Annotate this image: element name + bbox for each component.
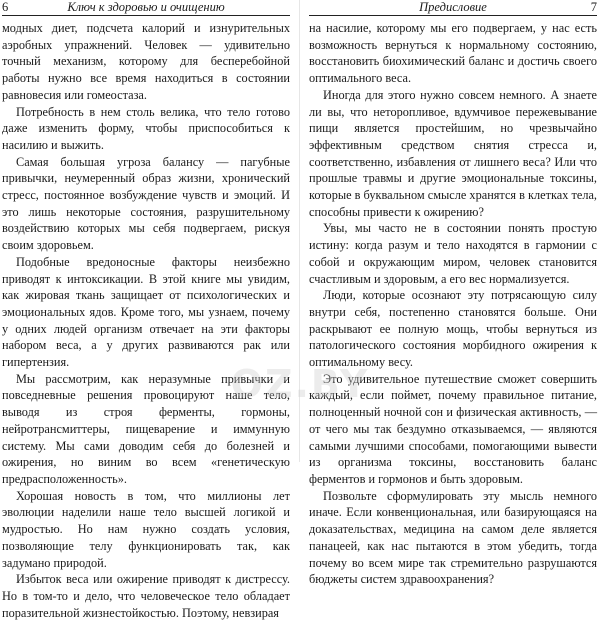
right-page-body — [309, 16, 597, 588]
paragraph: на насилие, которому мы его подвергаем, у нас есть возможность вернуться к нормальному состоянию, восстановить биохимический баланс и достичь своего оптимального веса. — [309, 21, 597, 86]
paragraph: Мы рассмотрим, как неразумные привычки и повседневные решения провоцируют наше тело, выводя из строя ферменты, гормоны, нейротрансмиттеры, пищеварение и иммунную систему. Мы сами доводим себя до болезней и ожирения, но виним во всем «генетическую предрасположенность». — [2, 371, 290, 486]
left-page-body — [2, 16, 290, 621]
left-page-number: 6 — [2, 0, 9, 14]
left-running-head: Ключ к здоровью и очищению — [67, 0, 225, 14]
left-page-header — [2, 0, 290, 16]
paragraph: Люди, которые осознают эту потрясающую силу внутри себя, постепенно становятся больше. Они раскрывают ее полную мощь, чтобы вернуться из патологического состояния морбидного ожирения к оптимальному весу. — [309, 288, 597, 370]
paragraph: модных диет, подсчета калорий и изнурительных аэробных упражнений. Человек — удивительно точный механизм, которому для бесперебойной работы нужно все время находиться в состоянии равновесия или гомеостаза. — [2, 21, 290, 102]
paragraph: Подобные вредоносные факторы неизбежно приводят к интоксикации. В этой книге мы увидим, как жировая ткань защищает от психологических и эмоциональных ядов. Кроме того, мы узнаем, почему у одних людей организм отвечает на эти факторы набором веса, а у других развиваются рак или гипертензия. — [2, 254, 290, 370]
paragraph: Позвольте сформулировать эту мысль немного иначе. Если конвенциональная, или базирующаяся на доказательствах, медицина на самом деле является панацеей, как нас пытаются в этом убедить, тогда почему во всем мире так стремительно разрушаются бюджеты систем здравоохранения? — [309, 488, 597, 587]
paragraph: Иногда для этого нужно совсем немного. А знаете ли вы, что неторопливое, вдумчивое пережевывание пищи является простейшим, но чрезвычайно эффективным средством снятия стресса и, соответственно, избавления от лишнего веса? Или что прошлые травмы и другие эмоциональные токсины, которые в буквальном смысле хранятся в клетках тела, способны привести к ожирению? — [309, 87, 597, 219]
left-page — [2, 0, 290, 620]
paragraph: Потребность в нем столь велика, что тело готово даже изменить форму, чтобы приспособиться к насилию и выжить. — [2, 104, 290, 152]
right-page — [309, 0, 597, 587]
paragraph: Хорошая новость в том, что миллионы лет эволюции наделили наше тело высшей логикой и мудростью. Но нам нужно создать условия, позволяющие телу функционировать так, как задумано природой. — [2, 488, 290, 570]
page-gutter — [299, 0, 300, 462]
paragraph: Самая большая угроза балансу — пагубные привычки, неумеренный образ жизни, хронический стресс, постоянное возбуждение чувств и эмоций. И это лишь некоторые состояния, разрушительному воздействию которых мы себя подвергаем, рискуя своим здоровьем. — [2, 154, 290, 253]
paragraph: Избыток веса или ожирение приводят к дистрессу. Но в том-то и дело, что человеческое тело обладает поразительной жизнестойкостью. Поэтому, невзирая — [2, 572, 290, 620]
right-running-head: Предисловие — [419, 0, 487, 14]
paragraph: Это удивительное путешествие сможет совершить каждый, если поймет, почему правильное питание, полноценный ночной сон и физическая активность, — от чего мы так бездумно отказываемся, — являются самыми лучшими способами, помогающими вывести из организма токсины, восстановить баланс ферментов и гормонов и быть здоровым. — [309, 371, 597, 486]
right-page-number: 7 — [590, 0, 597, 14]
watermark: OZ.BY — [230, 362, 370, 406]
paragraph: Увы, мы часто не в состоянии понять простую истину: когда разум и тело находятся в гармонии с собой и окружающим миром, человек становится счастливым и здоровым, а его вес нормализуется. — [309, 221, 597, 286]
right-page-header — [309, 0, 597, 16]
